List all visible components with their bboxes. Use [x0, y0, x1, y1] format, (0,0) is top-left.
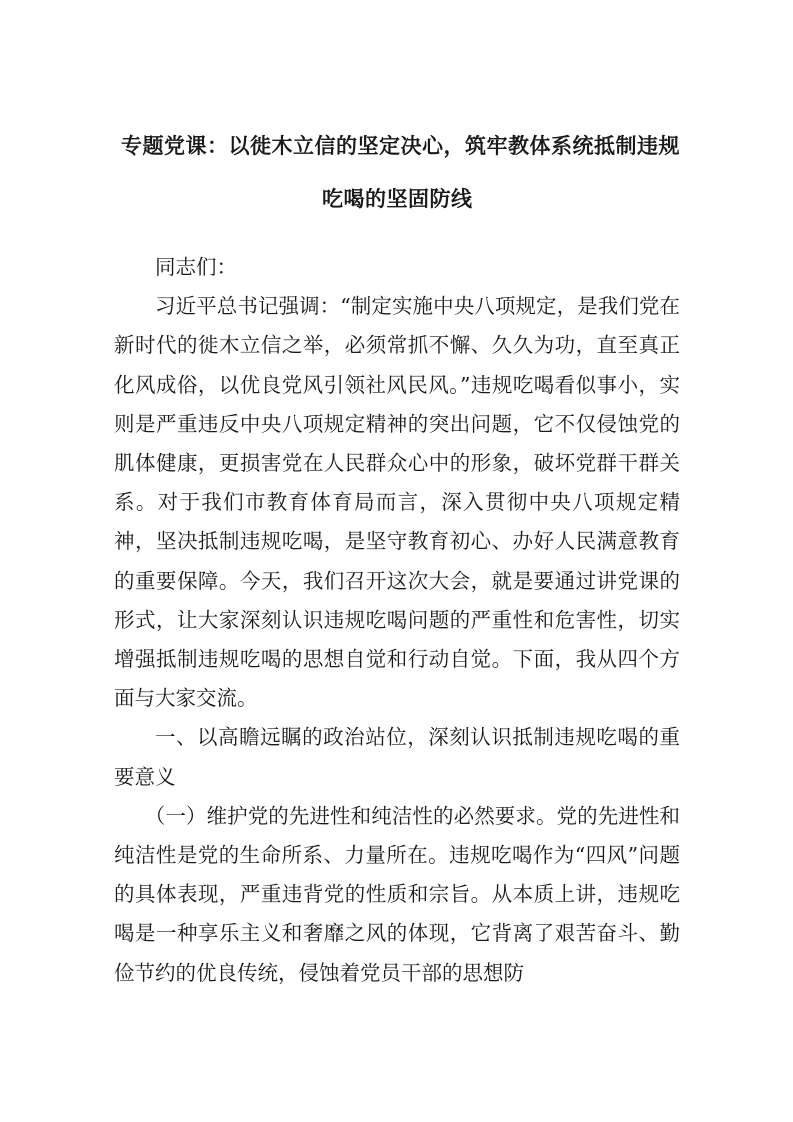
- section-heading-1: 一、以高瞻远瞩的政治站位，深刻认识抵制违规吃喝的重要意义: [114, 725, 680, 789]
- paragraph-subsection-1: （一）维护党的先进性和纯洁性的必然要求。党的先进性和纯洁性是党的生命所系、力量所在。违规吃喝作为“四风”问题的具体表现，严重违背党的性质和宗旨。从本质上讲，违规吃喝是一种享乐主义和奢靡之风的体现，它背离了艰苦奋斗、勤俭节约的优良传统，侵蚀着党员干部的思想防: [114, 803, 680, 985]
- document-title-line1: 专题党课：以徙木立信的坚定决心，筑牢教体系统抵制违规: [121, 133, 680, 158]
- paragraph-intro: 习近平总书记强调：“制定实施中央八项规定，是我们党在新时代的徙木立信之举，必须常抓不懈、久久为功，直至真正化风成俗，以优良党风引领社风民风。”违规吃喝看似事小，实则是严重违反中央八项规定精神的突出问题，它不仅侵蚀党的肌体健康，更损害党在人民群众心中的形象，破坏党群干群关系。对于我们市教育体育局而言，深入贯彻中央八项规定精神，坚决抵制违规吃喝，是坚守教育初心、办好人民满意教育的重要保障。今天，我们召开这次大会，就是要通过讲党课的形式，让大家深刻认识违规吃喝问题的严重性和危害性，切实增强抵制违规吃喝的思想自觉和行动自觉。下面，我从四个方面与大家交流。: [114, 294, 680, 711]
- salutation: 同志们：: [155, 255, 237, 279]
- document-title-line2: 吃喝的坚固防线: [322, 186, 473, 211]
- document-body: [114, 248, 680, 993]
